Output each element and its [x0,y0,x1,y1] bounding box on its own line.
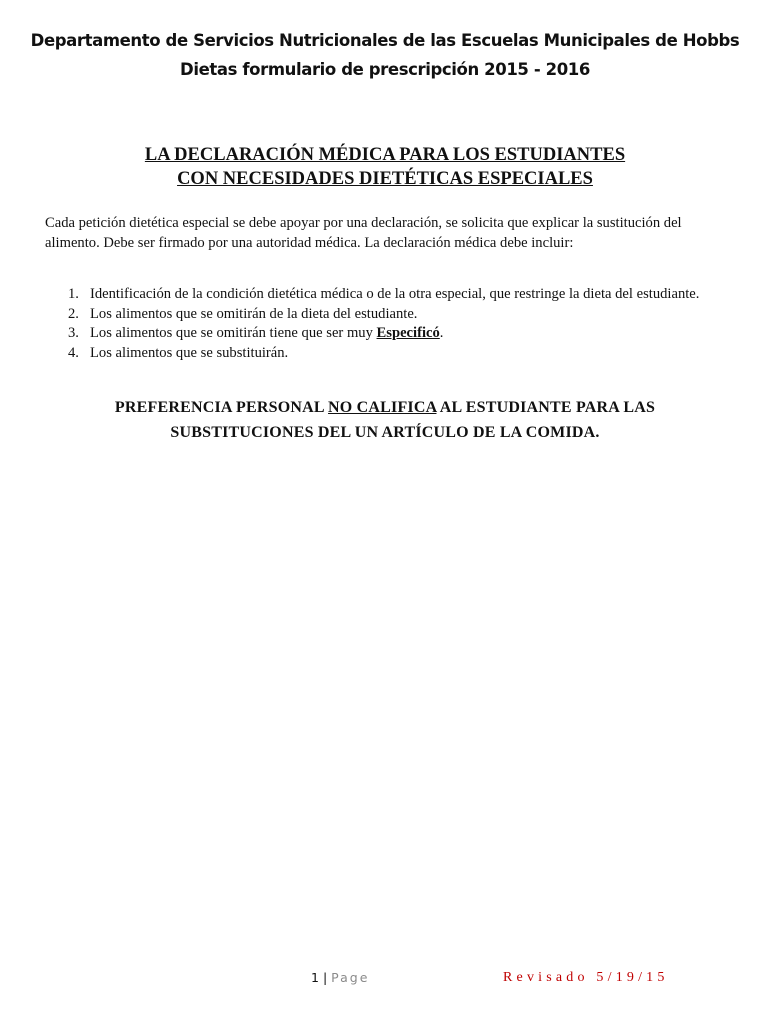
intro-paragraph: Cada petición dietética especial se debe apoyar por una declaración, se solicita que explicar la sustitución del alimento. Debe ser firmado por una autoridad médica. La declaración médica debe incluir: [45,215,682,251]
notice-text-end: AL ESTUDIANTE PARA LAS [436,399,656,416]
header-form-title: Dietas formulario de prescripción 2015 - 2016 [180,60,590,79]
header-department: Departamento de Servicios Nutricionales de las Escuelas Municipales de Hobbs [30,31,740,50]
document-title-line1: LA DECLARACIÓN MÉDICA PARA LOS ESTUDIANTES [144,145,626,165]
list-item-emphasis: Especificó [376,325,440,341]
list-item [45,324,705,344]
footer-revised-date: Revisado 5/19/15 [503,970,669,985]
list-item [45,305,705,325]
list-item [45,285,705,305]
list-item-text: Los alimentos que se omitirán de la dieta del estudiante. [90,305,418,322]
notice-line2: SUBSTITUCIONES DEL UN ARTÍCULO DE LA COMIDA. [170,424,600,441]
notice-line1 [0,399,770,417]
list-item [45,344,705,364]
list-item-text: Los alimentos que se substituirán. [90,344,289,361]
list-item-text-end: . [439,325,444,341]
document-title-line2: CON NECESIDADES DIETÉTICAS ESPECIALES [177,169,593,189]
list-item-text: Identificación de la condición dietética médica o de la otra especial, que restringe la dieta del estudiante. [90,286,700,302]
list-item-number: 3. [68,325,79,341]
list-item-text: Los alimentos que se omitirán tiene que ser muy [90,325,377,341]
notice-text-start: PREFERENCIA PERSONAL [114,399,329,416]
page-number: 1 [311,970,319,985]
list-item-number: 1. [68,286,79,302]
page-separator: | [322,970,328,985]
list-item-number: 4. [68,344,79,361]
footer-page-number [311,970,369,985]
list-item-number: 2. [68,305,79,322]
page-word: Page [331,970,370,985]
notice-underlined: NO CALIFICA [328,399,437,416]
requirements-list [45,285,705,363]
